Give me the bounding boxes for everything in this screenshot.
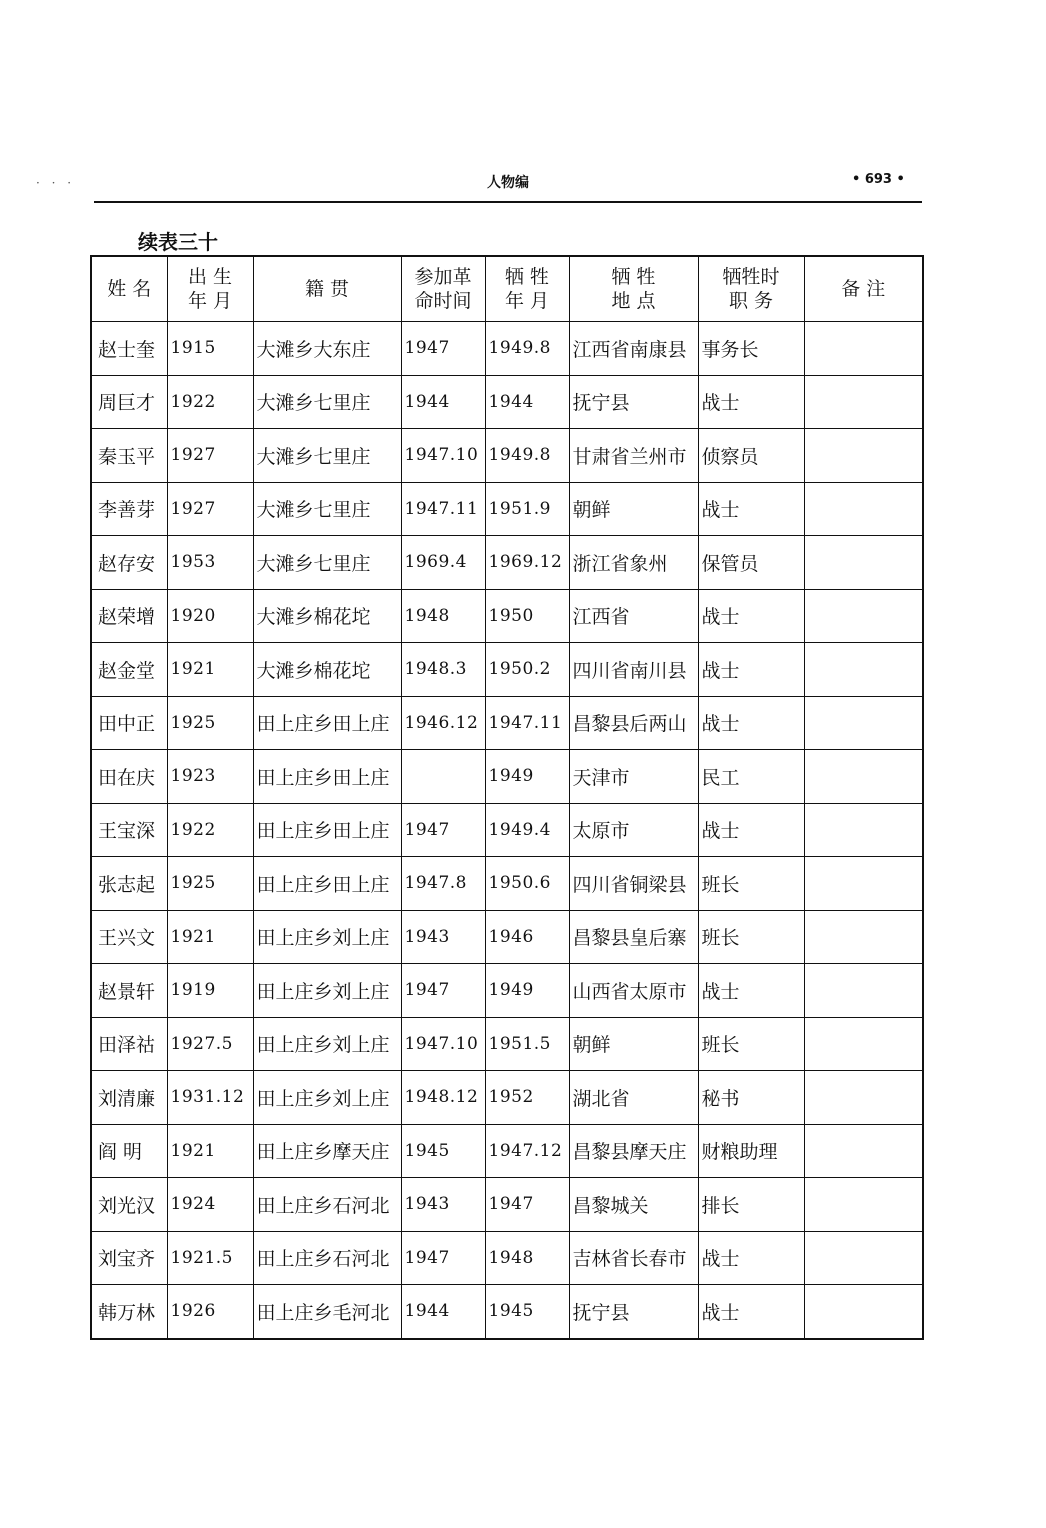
cell-name: 秦玉平 (91, 429, 167, 483)
table-row (91, 910, 923, 964)
cell-name: 王兴文 (91, 910, 167, 964)
cell-join-date: 1947 (401, 803, 485, 857)
table-row (91, 1017, 923, 1071)
cell-remarks (804, 1178, 923, 1232)
table-row (91, 1124, 923, 1178)
cell-post: 战士 (698, 696, 804, 750)
cell-death-place: 抚宁县 (569, 1285, 698, 1339)
cell-native-place: 田上庄乡田上庄 (253, 696, 401, 750)
cell-birth: 1919 (167, 964, 253, 1018)
cell-remarks (804, 750, 923, 804)
cell-join-date: 1947.8 (401, 857, 485, 911)
cell-native-place: 大滩乡棉花坨 (253, 589, 401, 643)
cell-birth: 1921 (167, 910, 253, 964)
table-row (91, 1231, 923, 1285)
cell-join-date: 1947.11 (401, 482, 485, 536)
cell-native-place: 大滩乡大东庄 (253, 322, 401, 376)
cell-name: 赵荣增 (91, 589, 167, 643)
cell-native-place: 大滩乡七里庄 (253, 375, 401, 429)
col-header-death-place (569, 256, 698, 322)
cell-death-date: 1946 (485, 910, 569, 964)
cell-remarks (804, 1124, 923, 1178)
cell-join-date: 1969.4 (401, 536, 485, 590)
cell-name: 刘清廉 (91, 1071, 167, 1125)
cell-birth: 1924 (167, 1178, 253, 1232)
cell-native-place: 田上庄乡田上庄 (253, 750, 401, 804)
header-rule (94, 201, 922, 203)
cell-native-place: 大滩乡七里庄 (253, 482, 401, 536)
cell-remarks (804, 322, 923, 376)
cell-death-date: 1949 (485, 964, 569, 1018)
cell-post: 侦察员 (698, 429, 804, 483)
cell-birth: 1923 (167, 750, 253, 804)
table-row (91, 429, 923, 483)
cell-birth: 1922 (167, 375, 253, 429)
col-header-join (401, 256, 485, 322)
cell-join-date: 1947.10 (401, 429, 485, 483)
cell-remarks (804, 1231, 923, 1285)
cell-post: 班长 (698, 910, 804, 964)
table-row (91, 589, 923, 643)
col-header-death-l1: 牺 牲 (504, 266, 550, 288)
cell-native-place: 田上庄乡石河北 (253, 1178, 401, 1232)
martyrs-table (90, 255, 924, 1340)
cell-death-date: 1950 (485, 589, 569, 643)
cell-native-place: 田上庄乡刘上庄 (253, 1017, 401, 1071)
cell-birth: 1953 (167, 536, 253, 590)
cell-death-date: 1949.8 (485, 322, 569, 376)
cell-death-date: 1950.2 (485, 643, 569, 697)
cell-death-place: 山西省太原市 (569, 964, 698, 1018)
table-body (91, 322, 923, 1339)
cell-death-place: 江西省 (569, 589, 698, 643)
table-row (91, 482, 923, 536)
cell-post: 保管员 (698, 536, 804, 590)
cell-post: 班长 (698, 857, 804, 911)
cell-post: 民工 (698, 750, 804, 804)
table-row (91, 857, 923, 911)
cell-post: 财粮助理 (698, 1124, 804, 1178)
cell-native-place: 大滩乡棉花坨 (253, 643, 401, 697)
running-header-title: 人物编 (487, 175, 529, 191)
cell-post: 战士 (698, 964, 804, 1018)
cell-death-date: 1951.5 (485, 1017, 569, 1071)
cell-birth: 1927 (167, 482, 253, 536)
cell-death-date: 1951.9 (485, 482, 569, 536)
col-header-birth-l1: 出 生 (187, 266, 233, 288)
cell-death-date: 1949.4 (485, 803, 569, 857)
cell-native-place: 田上庄乡摩天庄 (253, 1124, 401, 1178)
cell-birth: 1931.12 (167, 1071, 253, 1125)
cell-remarks (804, 375, 923, 429)
cell-join-date: 1944 (401, 1285, 485, 1339)
cell-join-date: 1944 (401, 375, 485, 429)
cell-death-date: 1950.6 (485, 857, 569, 911)
table-row (91, 750, 923, 804)
cell-native-place: 田上庄乡田上庄 (253, 803, 401, 857)
cell-post: 战士 (698, 589, 804, 643)
cell-birth: 1927 (167, 429, 253, 483)
cell-name: 赵金堂 (91, 643, 167, 697)
cell-native-place: 田上庄乡刘上庄 (253, 964, 401, 1018)
header-dots: · · · (36, 176, 76, 190)
cell-join-date: 1948.3 (401, 643, 485, 697)
cell-birth: 1926 (167, 1285, 253, 1339)
col-header-post (698, 256, 804, 322)
cell-join-date: 1945 (401, 1124, 485, 1178)
cell-join-date: 1947 (401, 964, 485, 1018)
cell-death-date: 1948 (485, 1231, 569, 1285)
cell-birth: 1921 (167, 1124, 253, 1178)
cell-name: 王宝深 (91, 803, 167, 857)
page-number: • 693 • (852, 172, 905, 187)
cell-birth: 1927.5 (167, 1017, 253, 1071)
col-header-death-l2: 年 月 (504, 290, 550, 312)
cell-death-place: 四川省南川县 (569, 643, 698, 697)
cell-death-place: 甘肃省兰州市 (569, 429, 698, 483)
cell-post: 班长 (698, 1017, 804, 1071)
cell-death-date: 1969.12 (485, 536, 569, 590)
cell-remarks (804, 964, 923, 1018)
cell-birth: 1920 (167, 589, 253, 643)
cell-remarks (804, 1285, 923, 1339)
col-header-birth-l2: 年 月 (187, 290, 233, 312)
cell-remarks (804, 482, 923, 536)
cell-post: 战士 (698, 1285, 804, 1339)
cell-remarks (804, 589, 923, 643)
col-header-post-l1: 牺牲时 (722, 266, 780, 288)
cell-death-date: 1949.8 (485, 429, 569, 483)
cell-join-date: 1947 (401, 322, 485, 376)
cell-death-place: 江西省南康县 (569, 322, 698, 376)
cell-death-place: 四川省铜梁县 (569, 857, 698, 911)
cell-post: 战士 (698, 1231, 804, 1285)
cell-post: 事务长 (698, 322, 804, 376)
cell-death-date: 1945 (485, 1285, 569, 1339)
table-header-row (91, 256, 923, 322)
cell-name: 田在庆 (91, 750, 167, 804)
cell-death-date: 1947.12 (485, 1124, 569, 1178)
table-row (91, 1071, 923, 1125)
cell-name: 赵景轩 (91, 964, 167, 1018)
table-row (91, 964, 923, 1018)
cell-post: 战士 (698, 375, 804, 429)
cell-birth: 1915 (167, 322, 253, 376)
cell-death-place: 昌黎县皇后寨 (569, 910, 698, 964)
col-header-death-date (485, 256, 569, 322)
cell-death-place: 昌黎县后两山 (569, 696, 698, 750)
cell-death-place: 朝鲜 (569, 482, 698, 536)
cell-death-place: 抚宁县 (569, 375, 698, 429)
cell-death-place: 朝鲜 (569, 1017, 698, 1071)
cell-remarks (804, 857, 923, 911)
cell-name: 张志起 (91, 857, 167, 911)
cell-death-place: 昌黎县摩天庄 (569, 1124, 698, 1178)
table-row (91, 536, 923, 590)
cell-remarks (804, 1017, 923, 1071)
cell-name: 赵存安 (91, 536, 167, 590)
cell-join-date (401, 750, 485, 804)
cell-post: 战士 (698, 803, 804, 857)
cell-name: 李善芽 (91, 482, 167, 536)
col-header-post-l2: 职 务 (728, 290, 774, 312)
cell-death-place: 浙江省象州 (569, 536, 698, 590)
cell-join-date: 1948 (401, 589, 485, 643)
table-caption: 续表三十 (138, 230, 218, 254)
cell-remarks (804, 803, 923, 857)
cell-death-date: 1947.11 (485, 696, 569, 750)
cell-join-date: 1948.12 (401, 1071, 485, 1125)
cell-name: 赵士奎 (91, 322, 167, 376)
table-row (91, 643, 923, 697)
cell-death-place: 太原市 (569, 803, 698, 857)
table-row (91, 375, 923, 429)
cell-native-place: 大滩乡七里庄 (253, 536, 401, 590)
table-row (91, 696, 923, 750)
cell-name: 刘宝齐 (91, 1231, 167, 1285)
cell-join-date: 1947 (401, 1231, 485, 1285)
cell-birth: 1925 (167, 696, 253, 750)
col-header-join-l2: 命时间 (414, 290, 472, 312)
col-header-native-place: 籍 贯 (253, 256, 401, 322)
col-header-name: 姓 名 (91, 256, 167, 322)
cell-name: 韩万林 (91, 1285, 167, 1339)
cell-death-date: 1952 (485, 1071, 569, 1125)
col-header-remarks: 备 注 (804, 256, 923, 322)
table-row (91, 1178, 923, 1232)
cell-post: 排长 (698, 1178, 804, 1232)
cell-native-place: 田上庄乡石河北 (253, 1231, 401, 1285)
cell-death-place: 昌黎城关 (569, 1178, 698, 1232)
table-row (91, 803, 923, 857)
table-row (91, 1285, 923, 1339)
cell-name: 田中正 (91, 696, 167, 750)
cell-post: 战士 (698, 643, 804, 697)
cell-remarks (804, 696, 923, 750)
cell-birth: 1925 (167, 857, 253, 911)
cell-name: 阎 明 (91, 1124, 167, 1178)
cell-native-place: 田上庄乡刘上庄 (253, 1071, 401, 1125)
cell-remarks (804, 1071, 923, 1125)
col-header-join-l1: 参加革 (414, 266, 472, 288)
cell-death-date: 1947 (485, 1178, 569, 1232)
cell-join-date: 1946.12 (401, 696, 485, 750)
cell-death-date: 1949 (485, 750, 569, 804)
cell-name: 周巨才 (91, 375, 167, 429)
cell-join-date: 1943 (401, 1178, 485, 1232)
cell-death-place: 吉林省长春市 (569, 1231, 698, 1285)
cell-native-place: 田上庄乡刘上庄 (253, 910, 401, 964)
cell-post: 秘书 (698, 1071, 804, 1125)
table-row (91, 322, 923, 376)
cell-remarks (804, 643, 923, 697)
cell-join-date: 1947.10 (401, 1017, 485, 1071)
cell-death-place: 湖北省 (569, 1071, 698, 1125)
cell-remarks (804, 429, 923, 483)
cell-join-date: 1943 (401, 910, 485, 964)
cell-birth: 1921 (167, 643, 253, 697)
col-header-place-l1: 牺 牲 (611, 266, 656, 288)
cell-death-date: 1944 (485, 375, 569, 429)
cell-native-place: 大滩乡七里庄 (253, 429, 401, 483)
col-header-birth (167, 256, 253, 322)
cell-remarks (804, 536, 923, 590)
cell-birth: 1921.5 (167, 1231, 253, 1285)
cell-remarks (804, 910, 923, 964)
cell-name: 田泽祜 (91, 1017, 167, 1071)
cell-post: 战士 (698, 482, 804, 536)
cell-death-place: 天津市 (569, 750, 698, 804)
cell-birth: 1922 (167, 803, 253, 857)
cell-native-place: 田上庄乡毛河北 (253, 1285, 401, 1339)
cell-name: 刘光汉 (91, 1178, 167, 1232)
cell-native-place: 田上庄乡田上庄 (253, 857, 401, 911)
col-header-place-l2: 地 点 (611, 290, 656, 312)
